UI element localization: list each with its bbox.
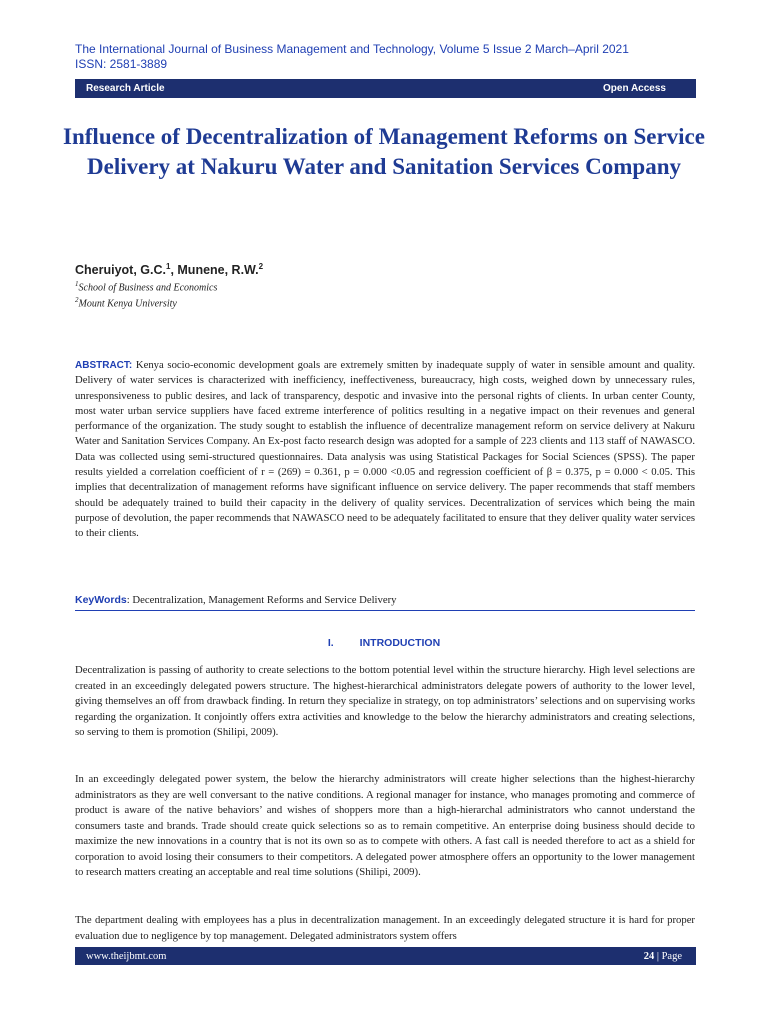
abstract-text: Kenya socio-economic development goals are extremely smitten by inadequate supply of water in sensible amount and quality. Delivery of water services is characterized with inefficiency, ineffectiveness, bureaucracy, high costs, weighed down by unnecessary rules, unresponsiveness to public desires, and lack of transparency, despotic and invasive into the personal rights of clients. In urban center County, most water urban service suppliers have faced extreme interference of politics resulting in a negative impact on their revenues and general performance of the organization. The study sought to establish the influence of decentralize management reform on service delivery at Nakuru Water and Sanitation Services Company. An Ex-post facto research design was adopted for a sample of 223 clients and 113 staff of NAWASCO. Data was collected using semi-structured questionnaires. Data analysis was using Statistical Packages for Social Sciences (SPSS). The paper results yielded a correlation coefficient of r = (269) = 0.361, p = 0.000 <0.05 and regression coefficient of β = 0.375, p = 0.000 < 0.05. This implies that decentralization of management reforms have significant influence on service delivery. The paper recommends that staff members should be adequately trained to build their capacity in the delivery of quality services. Decentralization of services which being the main purpose of devolution, the paper recommends that NAWASCO need to be adequately facilitated to ensure that they deliver quality water services to their clients. [75,359,695,540]
open-access-label: Open Access [603,83,666,94]
footer-bar [75,947,696,965]
section-heading [0,637,768,649]
author-name: Munene, R.W. [177,263,259,278]
keywords-label: KeyWords [75,594,127,606]
keywords-divider [75,610,695,611]
abstract-label: ABSTRACT: [75,360,133,371]
affiliation-marker: 2 [258,262,264,271]
body-paragraph: Decentralization is passing of authority to create selections to the bottom potential level within the structure hierarchy. High level selections are created in an exceedingly delegated powers structure. The highest-hierarchical administrators delegate powers of authority to the lower level, giving themselves an off from drawback finding. In return they specialize in strategy, on top administrators’ selections and on supervising works regarding the organization. It conjointly offers extra activities and knowledge to the below the hierarchy administrators and creating selections, so serving to them is promotion (Shilipi, 2009). [75,664,695,738]
keywords-text: Decentralization, Management Reforms and Service Delivery [132,594,397,606]
article-type-bar [75,79,696,98]
author-separator: , [170,263,178,278]
author-name: Cheruiyot, G.C. [75,263,166,278]
body-paragraph: In an exceedingly delegated power system, the below the hierarchy administrators will create higher selections than the highest-hierarchy administrators as they are well conversant to the native conditions. A regional manager for instance, who manages promoting and commerce of product is aware of the native behaviors’ and wishes of shoppers more than a high-hierarchal administrators who cannot understand the consumers taste and brands. Trade should create quick selections so as to remain competitive. An enterprise doing business should decide to maximize the new innovations in a country that is not its own so as to compete with others. A fast call is needed therefore to act as a shield for corporation to avoid losing their consumers to their competitors. A delegated power atmosphere offers an opportunity to the lower management to research matters creating an acceptable and real time solutions (Shilipi, 2009). [75,773,695,878]
keywords-colon: : [126,594,133,606]
abstract [75,358,695,542]
page-indicator [644,951,682,962]
journal-header [75,42,695,72]
affiliation-text: School of Business and Economics [78,282,218,294]
issn: ISSN: 2581-3889 [75,57,168,71]
affiliation-text: Mount Kenya University [78,298,177,310]
body-paragraph: The department dealing with employees has a plus in decentralization management. In an exceedingly delegated structure it is hard for proper evaluation due to negligence by top management. Delegated administrators system offers [75,914,695,942]
affiliation-marker: 1 [165,262,171,271]
author-line [75,262,263,277]
section-number: I. [327,637,334,649]
page-number: 24 [643,950,655,962]
journal-citation: The International Journal of Business Management and Technology, Volume 5 Issue 2 March–April 2021 [75,42,629,56]
paper-title: Influence of Decentralization of Management Reforms on Service Delivery at Nakuru Water and Sanitation Services Company [63,124,705,179]
article-type-label: Research Article [86,83,165,94]
affiliation-marker: 2 [75,296,79,304]
affiliation-marker: 1 [75,280,79,288]
page-label: | Page [654,950,682,962]
keywords [75,594,695,606]
affiliation [75,280,217,293]
journal-url[interactable]: www.theijbmt.com [86,950,167,962]
section-title: INTRODUCTION [359,637,441,649]
affiliation [75,296,177,309]
